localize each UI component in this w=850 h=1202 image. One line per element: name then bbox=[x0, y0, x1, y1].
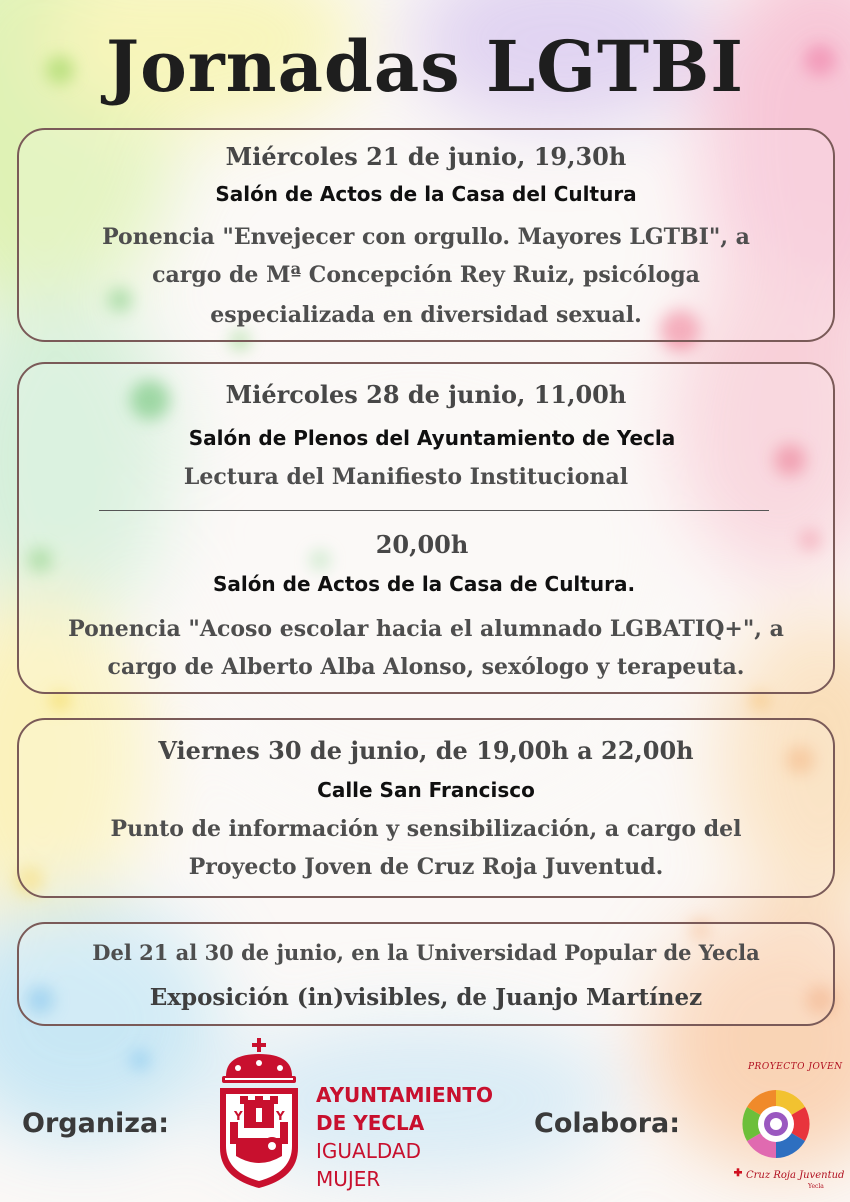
event-place: Calle San Francisco bbox=[317, 778, 535, 802]
event-description-line: Ponencia "Acoso escolar hacia el alumnado LGBATIQ+", a bbox=[68, 616, 784, 642]
event-date: Miércoles 21 de junio, 19,30h bbox=[225, 142, 627, 171]
collaborator-arc-text: PROYECTO JOVEN bbox=[748, 1062, 843, 1072]
collaborator-signature: Cruz Roja Juventud bbox=[746, 1170, 845, 1181]
event-time: 20,00h bbox=[375, 530, 469, 559]
red-cross-icon bbox=[734, 1168, 742, 1176]
organizer-name-line: AYUNTAMIENTO bbox=[316, 1083, 493, 1107]
proyecto-joven-logo-icon bbox=[726, 1058, 826, 1188]
organizer-dept-line: IGUALDAD bbox=[316, 1139, 421, 1163]
event-card-4 bbox=[17, 922, 835, 1026]
event-description-line: Ponencia "Envejecer con orgullo. Mayores LGTBI", a bbox=[102, 224, 750, 250]
event-description-line: Punto de información y sensibilización, a cargo del bbox=[110, 816, 742, 842]
event-place: Salón de Plenos del Ayuntamiento de Yecla bbox=[188, 426, 676, 450]
collaborator-city: Yecla bbox=[808, 1183, 824, 1190]
event-date: Miércoles 28 de junio, 11,00h bbox=[225, 380, 627, 409]
event-divider bbox=[99, 510, 769, 511]
event-description-line: cargo de Alberto Alba Alonso, sexólogo y terapeuta. bbox=[107, 654, 745, 680]
event-description-line: cargo de Mª Concepción Rey Ruiz, psicóloga bbox=[152, 262, 700, 288]
colabora-label: Colabora: bbox=[534, 1108, 681, 1139]
event-place: Salón de Actos de la Casa del Cultura bbox=[215, 182, 637, 206]
organizer-name-line: DE YECLA bbox=[316, 1111, 425, 1135]
svg-text:Y: Y bbox=[234, 1109, 243, 1123]
yecla-coat-of-arms-icon bbox=[216, 1038, 302, 1190]
event-card-1 bbox=[17, 128, 835, 342]
event-card-3 bbox=[17, 718, 835, 898]
organiza-label: Organiza: bbox=[22, 1108, 170, 1139]
exhibition-dates: Del 21 al 30 de junio, en la Universidad Popular de Yecla bbox=[92, 940, 760, 965]
event-date: Viernes 30 de junio, de 19,00h a 22,00h bbox=[158, 736, 694, 765]
event-description-line: Proyecto Joven de Cruz Roja Juventud. bbox=[188, 854, 664, 880]
event-place: Salón de Actos de la Casa de Cultura. bbox=[212, 572, 636, 596]
svg-text:Y: Y bbox=[276, 1109, 285, 1123]
event-description-line: Lectura del Manifiesto Institucional bbox=[183, 464, 629, 490]
event-description-line: especializada en diversidad sexual. bbox=[210, 302, 642, 328]
organizer-dept-line: MUJER bbox=[316, 1167, 381, 1191]
exhibition-title: Exposición (in)visibles, de Juanjo Martínez bbox=[149, 984, 703, 1011]
page-title: Jornadas LGTBI bbox=[105, 25, 745, 108]
event-card-2 bbox=[17, 362, 835, 694]
